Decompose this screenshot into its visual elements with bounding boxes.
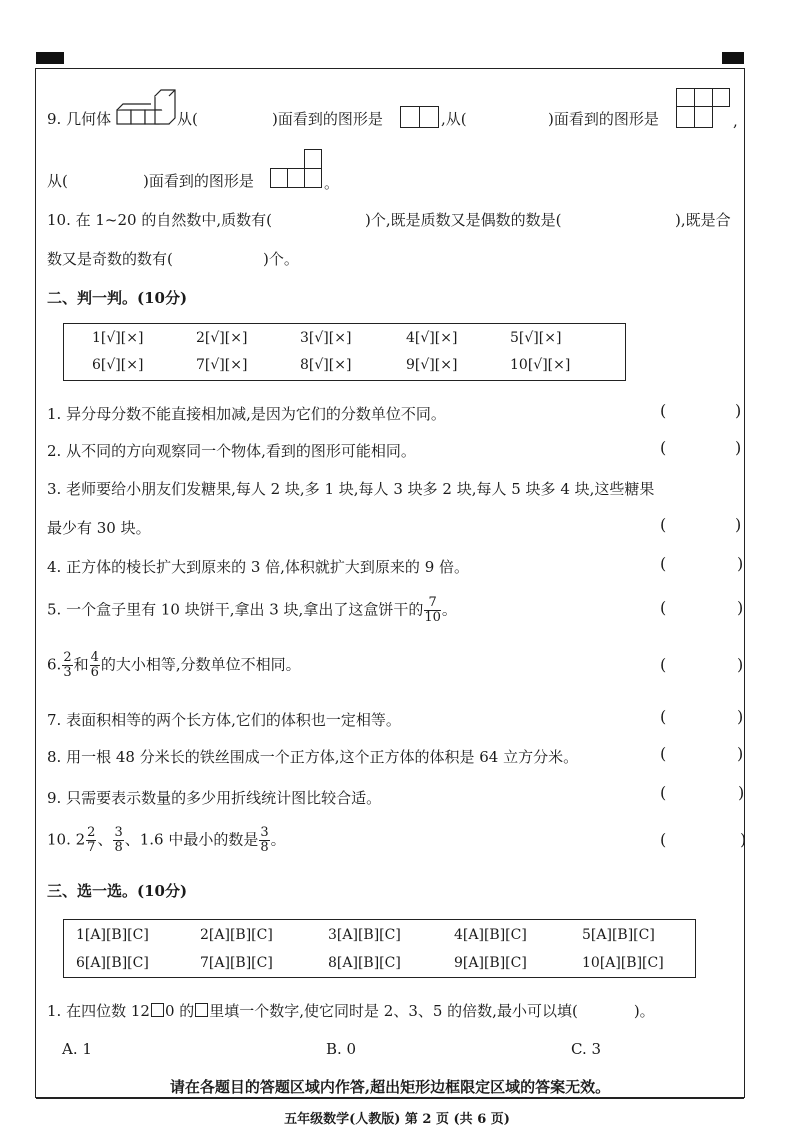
judge-item-8-paren-close[interactable]: ) <box>737 744 744 763</box>
judge-answer-9[interactable]: 9[√][×] <box>406 357 458 373</box>
fraction-numerator: 3 <box>260 825 269 840</box>
judge-item-10-text: 、1.6 中最小的数是 <box>124 830 259 849</box>
choice-answer-9[interactable]: 9[A][B][C] <box>454 955 527 971</box>
choice-answer-3[interactable]: 3[A][B][C] <box>328 927 401 943</box>
judge-item-1: 1. 异分母分数不能直接相加减,是因为它们的分数单位不同。 <box>47 405 446 423</box>
view-figure-3-square-c <box>304 168 322 188</box>
choice-answer-10[interactable]: 10[A][B][C] <box>582 955 664 971</box>
judge-item-3-line2: 最少有 30 块。 <box>47 519 151 537</box>
judge-answer-4[interactable]: 4[√][×] <box>406 330 458 346</box>
choice-item-1-option-c[interactable]: C. 3 <box>571 1040 602 1058</box>
judge-item-9: 9. 只需要表示数量的多少用折线统计图比较合适。 <box>47 789 382 807</box>
q10-line1-b: )个,既是质数又是偶数的数是( <box>365 211 562 229</box>
judge-item-8: 8. 用一根 48 分米长的铁丝围成一个正方体,这个正方体的体积是 64 立方分米。 <box>47 748 579 766</box>
view-figure-2-square-e <box>712 88 730 107</box>
section3-heading: 三、选一选。(10分) <box>47 882 188 900</box>
q10-line1-a: 10. 在 1~20 的自然数中,质数有( <box>47 211 272 229</box>
fraction-7-10 <box>424 596 441 625</box>
fraction-3-8 <box>113 826 123 855</box>
fraction-denominator: 10 <box>424 610 441 625</box>
digit-blank-box <box>195 1003 208 1017</box>
view-figure-2-square-c <box>694 88 713 107</box>
judge-item-4-paren-open[interactable]: ( <box>660 554 667 573</box>
judge-item-6-paren-close[interactable]: ) <box>737 655 744 674</box>
q10-blank-even-prime[interactable] <box>600 209 676 227</box>
choice-item-1 <box>47 1000 655 1021</box>
digit-blank-box <box>151 1003 164 1017</box>
view-figure-3-square-b <box>287 168 305 188</box>
view-figure-2-square-d <box>676 88 695 107</box>
judge-answer-10[interactable]: 10[√][×] <box>510 357 571 373</box>
judge-item-1-paren-open[interactable]: ( <box>660 401 667 420</box>
choice-item-1-a: 1. 在四位数 12 <box>47 1002 150 1020</box>
solid-figure-icon <box>115 88 177 130</box>
fraction-2-3 <box>62 651 72 680</box>
answer-area-notice: 请在各题目的答题区域内作答,超出矩形边框限定区域的答案无效。 <box>169 1078 611 1096</box>
q10-blank-prime-count[interactable] <box>300 209 366 227</box>
judge-item-3-paren-open[interactable]: ( <box>660 515 667 534</box>
fraction-numerator: 2 <box>87 825 96 840</box>
fraction-2-7 <box>86 826 96 855</box>
q9-blank3[interactable] <box>68 170 144 188</box>
view-figure-2-square-b <box>694 106 713 128</box>
q10-line1-c: ),既是合 <box>675 211 731 229</box>
fraction-denominator: 3 <box>63 665 72 680</box>
judge-item-10 <box>47 826 286 855</box>
choice-answer-4[interactable]: 4[A][B][C] <box>454 927 527 943</box>
fraction-numerator: 2 <box>63 650 72 665</box>
q9-from1: 从( <box>177 110 198 128</box>
judge-answer-8[interactable]: 8[√][×] <box>300 357 352 373</box>
judge-item-10-paren-open[interactable]: ( <box>660 830 667 849</box>
fraction-numerator: 3 <box>114 825 123 840</box>
judge-item-2-paren-close[interactable]: ) <box>735 438 742 457</box>
judge-item-3-line1: 3. 老师要给小朋友们发糖果,每人 2 块,多 1 块,每人 3 块多 2 块,每人 5 块多 4 块,这些糖果 <box>47 480 655 498</box>
judge-item-6-number: 6. <box>47 655 62 674</box>
judge-item-5-paren-open[interactable]: ( <box>660 598 667 617</box>
section2-answer-sheet <box>63 323 626 381</box>
judge-item-4-paren-close[interactable]: ) <box>737 554 744 573</box>
judge-item-7-paren-close[interactable]: ) <box>737 707 744 726</box>
choice-answer-1[interactable]: 1[A][B][C] <box>76 927 149 943</box>
judge-item-6 <box>47 651 301 680</box>
choice-item-1-d: )。 <box>633 1002 655 1020</box>
choice-answer-5[interactable]: 5[A][B][C] <box>582 927 655 943</box>
fraction-numerator: 4 <box>90 650 99 665</box>
choice-item-1-c: 里填一个数字,使它同时是 2、3、5 的倍数,最小可以填( <box>209 1002 578 1020</box>
section3-answer-sheet <box>63 919 696 978</box>
judge-item-10-number: 10. 2 <box>47 830 86 849</box>
fraction-denominator: 8 <box>114 840 123 855</box>
q9-from2: ,从( <box>441 110 467 128</box>
judge-item-5-text: 5. 一个盒子里有 10 块饼干,拿出 3 块,拿出了这盒饼干的 <box>47 600 424 619</box>
judge-answer-1[interactable]: 1[√][×] <box>92 330 144 346</box>
fraction-3-8-answer <box>259 826 269 855</box>
view-figure-3-square-a <box>270 168 288 188</box>
judge-answer-5[interactable]: 5[√][×] <box>510 330 562 346</box>
fraction-denominator: 6 <box>90 665 99 680</box>
choice-item-1-option-b[interactable]: B. 0 <box>326 1040 357 1058</box>
corner-mark-right <box>722 52 744 64</box>
judge-item-8-paren-open[interactable]: ( <box>660 744 667 763</box>
judge-item-2: 2. 从不同的方向观察同一个物体,看到的图形可能相同。 <box>47 442 416 460</box>
judge-item-3-paren-close[interactable]: ) <box>735 515 742 534</box>
q9-period: 。 <box>324 174 340 192</box>
corner-mark-left <box>36 52 64 64</box>
choice-answer-8[interactable]: 8[A][B][C] <box>328 955 401 971</box>
judge-answer-3[interactable]: 3[√][×] <box>300 330 352 346</box>
judge-item-10-end: 。 <box>270 830 286 849</box>
q9-tail-comma: , <box>733 112 738 130</box>
view-figure-3-square-d <box>304 149 322 169</box>
q9-blank2[interactable] <box>470 108 550 126</box>
q10-line2-a: 数又是奇数的数有( <box>47 250 173 268</box>
section2-heading: 二、判一判。(10分) <box>47 289 188 307</box>
choice-answer-7[interactable]: 7[A][B][C] <box>200 955 273 971</box>
judge-item-5-end: 。 <box>441 600 457 619</box>
judge-item-6-and: 和 <box>73 655 89 674</box>
judge-item-6-paren-open[interactable]: ( <box>660 655 667 674</box>
judge-item-9-paren-open[interactable]: ( <box>660 783 667 802</box>
footer-divider <box>36 1098 744 1099</box>
fraction-4-6 <box>90 651 100 680</box>
judge-answer-7[interactable]: 7[√][×] <box>196 357 248 373</box>
q9-prefix: 9. 几何体 <box>47 110 112 128</box>
judge-item-5-paren-close[interactable]: ) <box>737 598 744 617</box>
choice-answer-2[interactable]: 2[A][B][C] <box>200 927 273 943</box>
q9-seen1: )面看到的图形是 <box>272 110 383 128</box>
fraction-denominator: 7 <box>87 840 96 855</box>
view-figure-1-square-a <box>400 106 420 128</box>
q10-blank-odd-composite[interactable] <box>190 248 264 266</box>
fraction-denominator: 8 <box>260 840 269 855</box>
judge-item-7-paren-open[interactable]: ( <box>660 707 667 726</box>
q10-line2-b: )个。 <box>263 250 299 268</box>
judge-item-10-paren-close[interactable]: ) <box>740 830 747 849</box>
fraction-numerator: 7 <box>424 596 441 611</box>
view-figure-2-square-a <box>676 106 695 128</box>
choice-item-1-option-a[interactable]: A. 1 <box>62 1040 92 1058</box>
judge-item-2-paren-open[interactable]: ( <box>660 438 667 457</box>
judge-item-10-sep: 、 <box>97 830 113 849</box>
q9-from3: 从( <box>47 172 68 190</box>
view-figure-1-square-b <box>419 106 439 128</box>
judge-item-7: 7. 表面积相等的两个长方体,它们的体积也一定相等。 <box>47 711 401 729</box>
page-number: 五年级数学(人教版) 第 2 页 (共 6 页) <box>284 1112 510 1127</box>
q9-seen3: )面看到的图形是 <box>143 172 254 190</box>
judge-answer-6[interactable]: 6[√][×] <box>92 357 144 373</box>
choice-item-1-b: 0 的 <box>164 1002 195 1020</box>
judge-item-1-paren-close[interactable]: ) <box>735 401 742 420</box>
choice-answer-6[interactable]: 6[A][B][C] <box>76 955 149 971</box>
judge-answer-2[interactable]: 2[√][×] <box>196 330 248 346</box>
judge-item-5 <box>47 596 457 625</box>
judge-item-4: 4. 正方体的棱长扩大到原来的 3 倍,体积就扩大到原来的 9 倍。 <box>47 558 470 576</box>
q9-seen2: )面看到的图形是 <box>548 110 659 128</box>
q9-blank1[interactable] <box>197 108 273 126</box>
judge-item-9-paren-close[interactable]: ) <box>738 783 745 802</box>
judge-item-6-text: 的大小相等,分数单位不相同。 <box>100 655 301 674</box>
